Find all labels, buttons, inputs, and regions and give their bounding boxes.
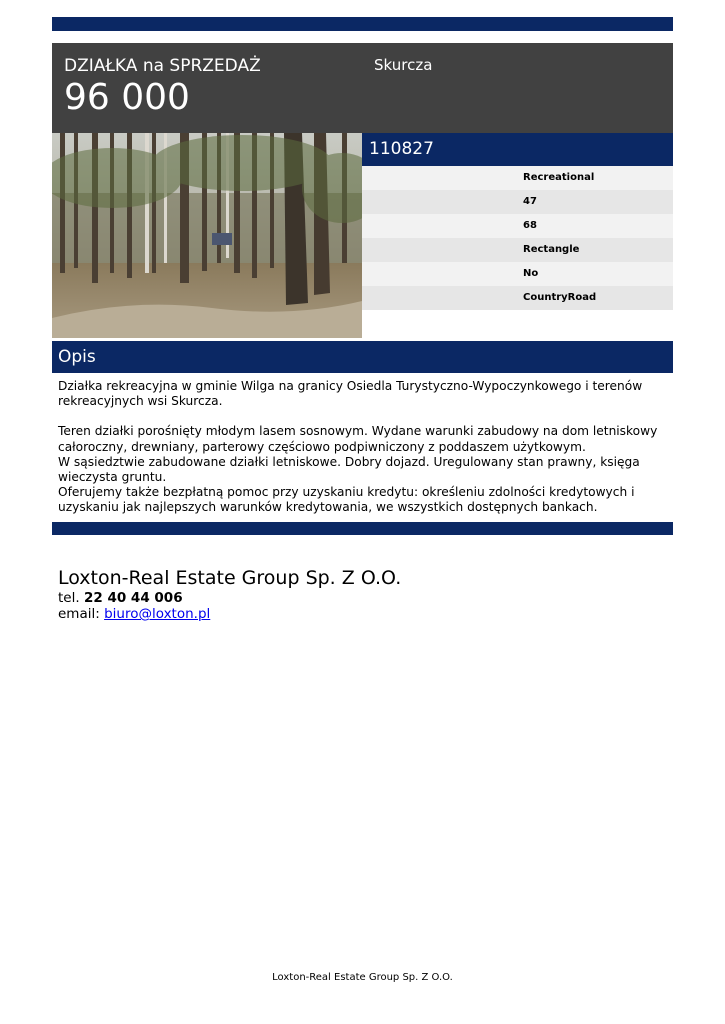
- listing-type: DZIAŁKA na SPRZEDAŻ: [64, 56, 261, 76]
- property-photo: [52, 133, 362, 338]
- email-label: email:: [58, 606, 100, 622]
- details-row: [362, 214, 673, 238]
- contact-block: [58, 566, 401, 622]
- footer-company: Loxton-Real Estate Group Sp. Z O.O.: [272, 972, 453, 983]
- details-value: Recreational: [523, 172, 595, 183]
- details-row: [362, 262, 673, 286]
- details-row: [362, 286, 673, 310]
- description-paragraph: Działka rekreacyjna w gminie Wilga na granicy Osiedla Turystyczno-Wypoczynkowego i terenów rekreacyjnych wsi Skurcza.: [58, 379, 643, 409]
- description-paragraph: Oferujemy także bezpłatną pomoc przy uzyskaniu kredytu: określeniu zdolności kredytowych i uzyskaniu jak najlepszych warunków kredytowania, we wszystkich dostępnych bankach.: [58, 485, 635, 515]
- details-value: No: [523, 268, 539, 279]
- listing-id: 110827: [362, 133, 673, 166]
- description-paragraph: W sąsiedztwie zabudowane działki letniskowe. Dobry dojazd. Uregulowany stan prawny, księga wieczysta gruntu.: [58, 454, 640, 485]
- listing-city: Skurcza: [374, 56, 433, 74]
- description-paragraph: Teren działki porośnięty młodym lasem sosnowym. Wydane warunki zabudowy na dom letniskowy całoroczny, drewniany, parterowy częściowo podpiwniczony z poddaszem użytkowym.: [58, 424, 658, 454]
- details-value: 47: [523, 196, 537, 207]
- details-value: Rectangle: [523, 244, 580, 255]
- email-line: [58, 606, 401, 622]
- phone-number: 22 40 44 006: [83, 590, 183, 606]
- bottom-accent-bar: [52, 522, 673, 535]
- listing-price: 96 000: [64, 77, 190, 118]
- description-heading-band: [52, 341, 673, 373]
- top-accent-bar: [52, 17, 673, 31]
- email-link[interactable]: biuro@loxton.pl: [104, 606, 211, 622]
- details-row: [362, 238, 673, 262]
- listing-details: [362, 133, 673, 338]
- company-name: Loxton-Real Estate Group Sp. Z O.O.: [58, 567, 402, 589]
- details-row: [362, 166, 673, 190]
- phone-label: tel.: [58, 590, 80, 606]
- description-body: [58, 379, 670, 516]
- details-value: 68: [523, 220, 537, 231]
- details-row: [362, 190, 673, 214]
- details-table: [362, 166, 673, 310]
- phone-line: [58, 590, 401, 606]
- listing-header: [52, 43, 673, 133]
- description-heading: Opis: [58, 347, 96, 367]
- details-value: CountryRoad: [523, 292, 597, 303]
